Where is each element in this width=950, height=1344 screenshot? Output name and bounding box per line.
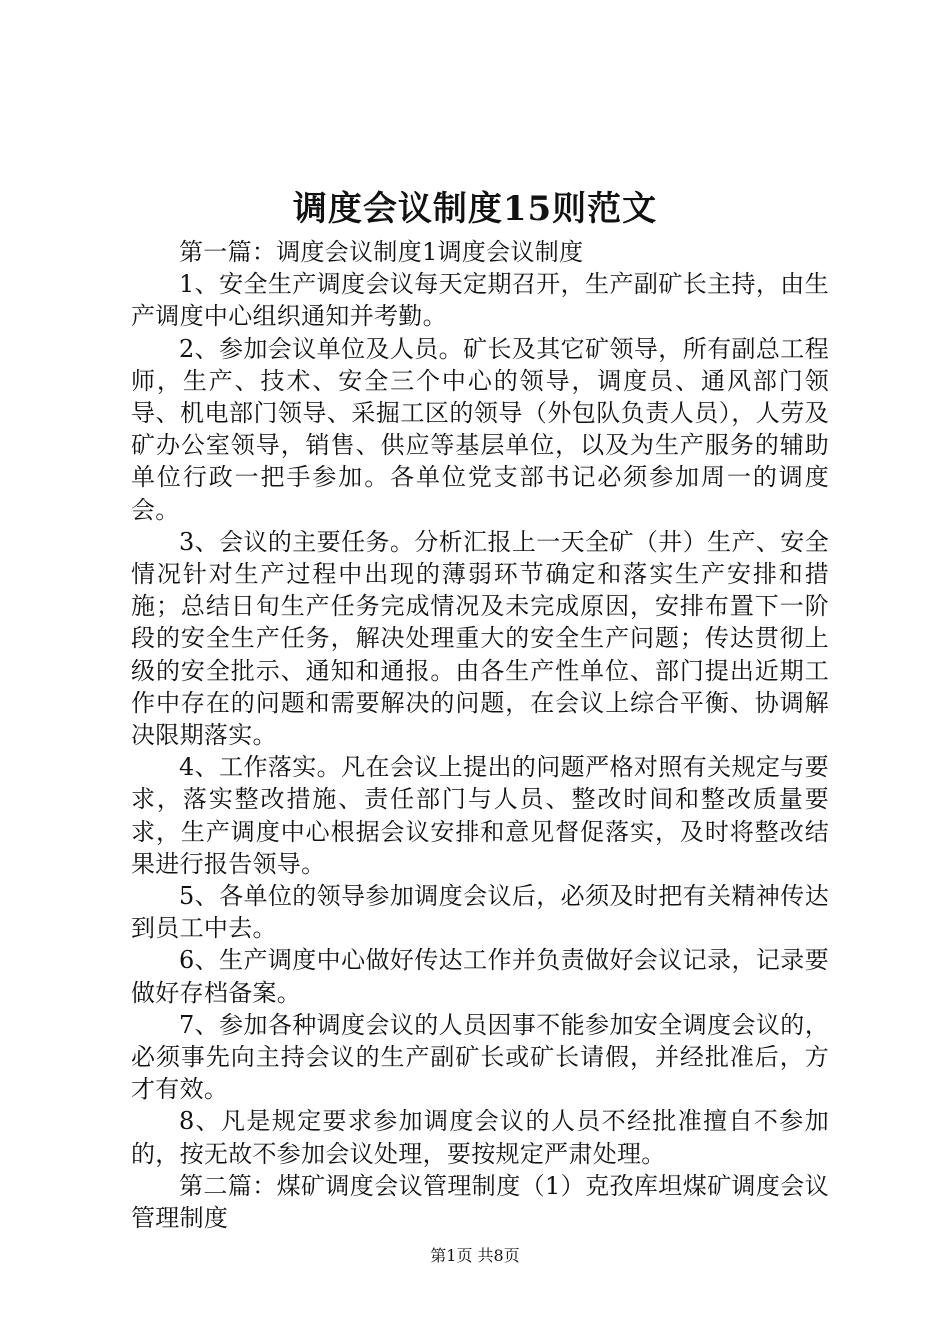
paragraph-item-4: 4、工作落实。凡在会议上提出的问题严格对照有关规定与要求，落实整改措施、责任部门与人员、整改时间和整改质量要求，生产调度中心根据会议安排和意见督促落实，及时将整改结果进行报告领导。 <box>131 753 829 878</box>
paragraph-item-3: 3、会议的主要任务。分析汇报上一天全矿（井）生产、安全情况针对生产过程中出现的薄弱环节确定和落实生产安排和措施；总结日旬生产任务完成情况及未完成原因，安排布置下一阶段的安全生产任务，解决处理重大的安全生产问题；传达贯彻上级的安全批示、通知和通报。由各生产性单位、部门提出近期工作中存在的问题和需要解决的问题，在会议上综合平衡、协调解决限期落实。 <box>131 527 829 750</box>
page-footer: 第1页 共8页 <box>430 1246 520 1265</box>
paragraph-item-1: 1、安全生产调度会议每天定期召开，生产副矿长主持，由生产调度中心组织通知并考勤。 <box>131 270 829 331</box>
document-title: 调度会议制度15则范文 <box>292 189 658 229</box>
paragraph-item-8: 8、凡是规定要求参加调度会议的人员不经批准擅自不参加的，按无故不参加会议处理，要按规定严肃处理。 <box>131 1107 829 1168</box>
paragraph-item-7: 7、参加各种调度会议的人员因事不能参加安全调度会议的，必须事先向主持会议的生产副矿长或矿长请假，并经批准后，方才有效。 <box>131 1010 829 1104</box>
paragraph-item-5: 5、各单位的领导参加调度会议后，必须及时把有关精神传达到员工中去。 <box>131 882 829 943</box>
paragraph-item-2: 2、参加会议单位及人员。矿长及其它矿领导，所有副总工程师，生产、技术、安全三个中心的领导，调度员、通风部门领导、机电部门领导、采掘工区的领导（外包队负责人员），人劳及矿办公室领导，销售、供应等基层单位，以及为生产服务的辅助单位行政一把手参加。各单位党支部书记必须参加周一的调度会。 <box>131 334 829 524</box>
paragraph-section-2-heading: 第二篇：煤矿调度会议管理制度（1）克孜库坦煤矿调度会议管理制度 <box>131 1171 829 1233</box>
document-body <box>131 236 829 1234</box>
paragraph-item-6: 6、生产调度中心做好传达工作并负责做好会议记录，记录要做好存档备案。 <box>131 946 829 1007</box>
paragraph-section-1-heading: 第一篇：调度会议制度1调度会议制度 <box>179 238 584 266</box>
